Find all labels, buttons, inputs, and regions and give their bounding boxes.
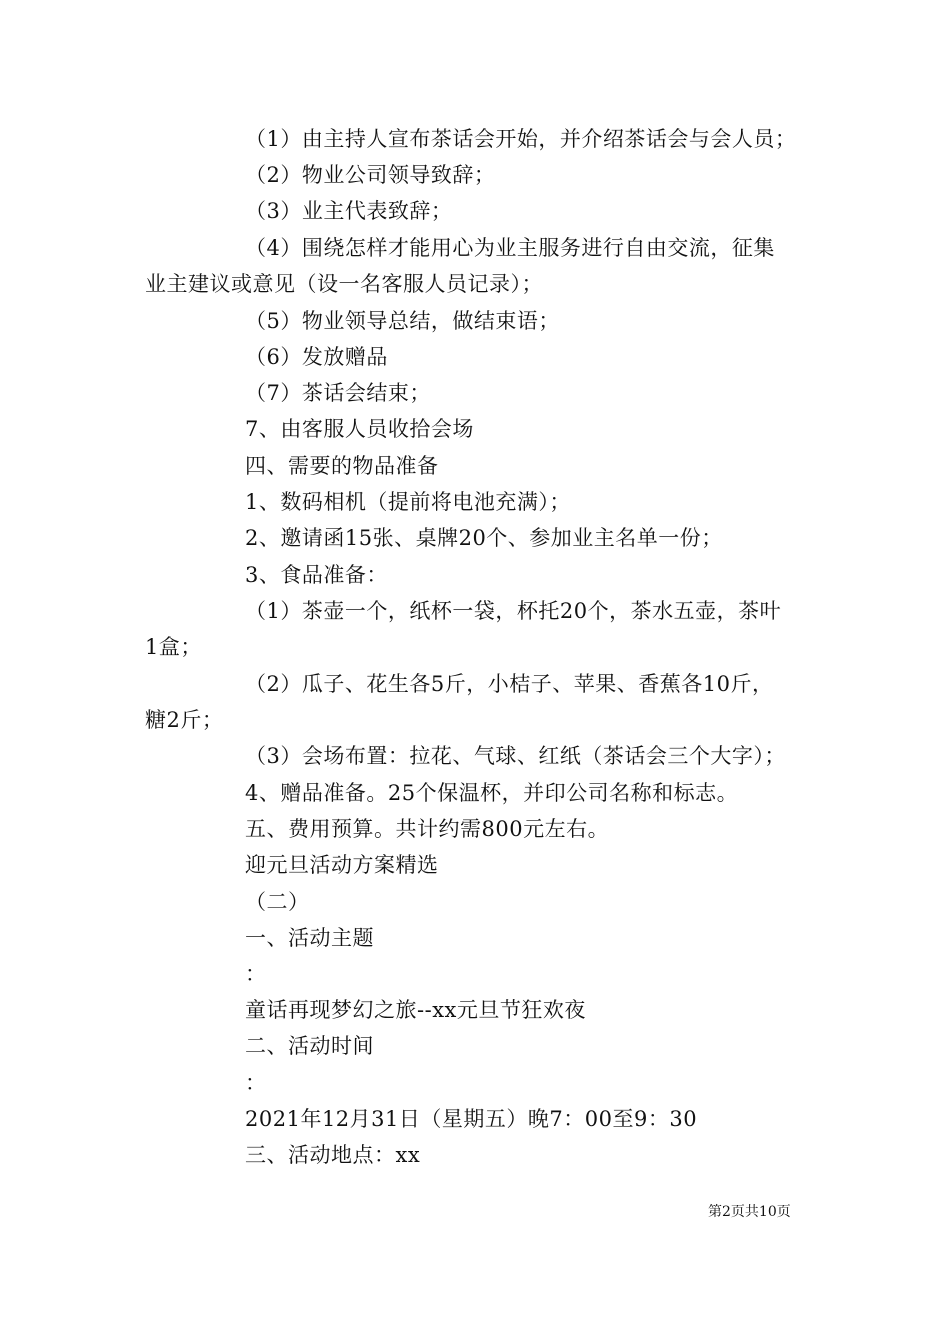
supply-item-3: 3、食品准备： <box>245 563 388 587</box>
time-text: 2021年12月31日（星期五）晚7：00至9：30 <box>245 1107 698 1131</box>
section-4-heading: 四、需要的物品准备 <box>245 454 439 478</box>
agenda-item-7: （7）茶话会结束； <box>245 381 431 405</box>
location-heading: 三、活动地点：xx <box>245 1143 421 1167</box>
agenda-item-4: （4）围绕怎样才能用心为业主服务进行自由交流，征集 <box>245 236 775 260</box>
food-item-1: （1）茶壶一个，纸杯一袋，杯托20个，茶水五壶，茶叶 <box>245 599 782 623</box>
section-5-heading: 五、费用预算。共计约需800元左右。 <box>245 817 610 841</box>
agenda-item-1: （1）由主持人宣布茶话会开始，并介绍茶话会与会人员； <box>245 127 797 151</box>
plan-title: 迎元旦活动方案精选 <box>245 853 439 877</box>
theme-colon: ： <box>245 962 267 986</box>
food-item-2: （2）瓜子、花生各5斤，小桔子、苹果、香蕉各10斤， <box>245 672 774 696</box>
step-7: 7、由客服人员收拾会场 <box>245 417 474 441</box>
agenda-item-6: （6）发放赠品 <box>245 345 388 369</box>
theme-text: 童话再现梦幻之旅--xx元旦节狂欢夜 <box>245 998 586 1022</box>
supply-item-1: 1、数码相机（提前将电池充满）； <box>245 490 571 514</box>
agenda-item-5: （5）物业领导总结，做结束语； <box>245 309 560 333</box>
time-colon: ： <box>245 1071 267 1095</box>
theme-heading: 一、活动主题 <box>245 926 374 950</box>
plan-subtitle: （二） <box>245 890 310 914</box>
agenda-item-2: （2）物业公司领导致辞； <box>245 163 496 187</box>
agenda-item-4-continued: 业主建议或意见（设一名客服人员记录）； <box>145 272 543 296</box>
time-heading: 二、活动时间 <box>245 1034 374 1058</box>
food-item-3: （3）会场布置：拉花、气球、红纸（茶话会三个大字）； <box>245 744 786 768</box>
food-item-1-continued: 1盒； <box>145 635 202 659</box>
supply-item-4: 4、赠品准备。25个保温杯，并印公司名称和标志。 <box>245 781 739 805</box>
supply-item-2: 2、邀请函15张、桌牌20个、参加业主名单一份； <box>245 526 723 550</box>
page-number: 第2页共10页 <box>708 1204 791 1220</box>
food-item-2-continued: 糖2斤； <box>145 708 224 732</box>
agenda-item-3: （3）业主代表致辞； <box>245 199 453 223</box>
